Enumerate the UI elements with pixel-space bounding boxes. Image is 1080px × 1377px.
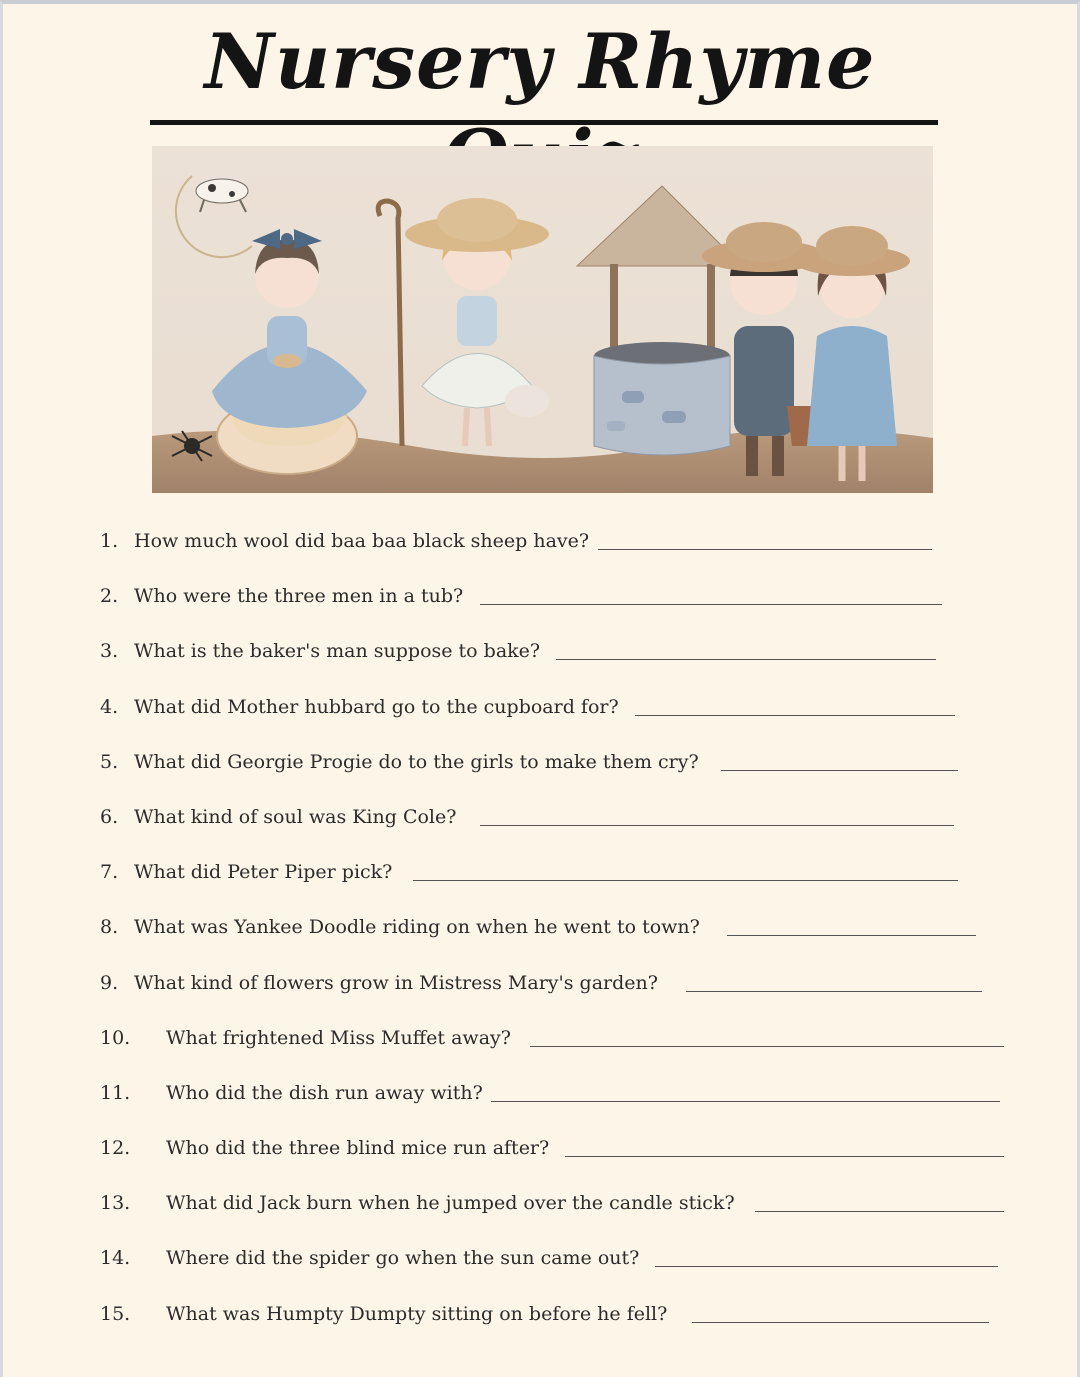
question-number: 10. <box>100 1026 131 1049</box>
question-row <box>100 1238 1020 1293</box>
question-text: Who were the three men in a tub? <box>134 585 464 608</box>
question-text: What did Georgie Progie do to the girls to make them cry? <box>134 750 699 773</box>
question-row <box>100 631 1020 686</box>
answer-line[interactable] <box>721 770 958 771</box>
answer-line[interactable] <box>692 1322 989 1323</box>
answer-line[interactable] <box>598 549 932 550</box>
answer-line[interactable] <box>686 991 982 992</box>
question-text: What is the baker's man suppose to bake? <box>134 640 541 663</box>
question-number: 8. <box>100 916 119 939</box>
question-row <box>100 1294 1020 1349</box>
question-number: 9. <box>100 971 119 994</box>
question-row <box>100 1073 1020 1128</box>
question-row <box>100 797 1020 852</box>
answer-line[interactable] <box>530 1046 1004 1047</box>
question-number: 15. <box>100 1302 131 1325</box>
title-underline <box>150 120 938 125</box>
answer-line[interactable] <box>755 1211 1004 1212</box>
question-number: 5. <box>100 750 119 773</box>
question-text: Where did the spider go when the sun came out? <box>166 1247 640 1270</box>
question-text: Who did the three blind mice run after? <box>166 1137 550 1160</box>
question-number: 2. <box>100 585 119 608</box>
question-row <box>100 907 1020 962</box>
question-text: Who did the dish run away with? <box>166 1081 483 1104</box>
question-row <box>100 1018 1020 1073</box>
question-number: 11. <box>100 1081 131 1104</box>
question-number: 14. <box>100 1247 131 1270</box>
question-text: What kind of flowers grow in Mistress Mary's garden? <box>134 971 658 994</box>
question-number: 13. <box>100 1192 131 1215</box>
question-row <box>100 1128 1020 1183</box>
question-number: 7. <box>100 861 119 884</box>
question-row <box>100 521 1020 576</box>
answer-line[interactable] <box>491 1101 1000 1102</box>
answer-line[interactable] <box>635 715 955 716</box>
page-title <box>140 14 940 144</box>
answer-line[interactable] <box>480 825 954 826</box>
question-row <box>100 1183 1020 1238</box>
question-number: 12. <box>100 1137 131 1160</box>
answer-line[interactable] <box>565 1156 1004 1157</box>
question-row <box>100 687 1020 742</box>
answer-line[interactable] <box>413 880 958 881</box>
question-row <box>100 852 1020 907</box>
illustration-svg <box>152 146 933 493</box>
question-number: 4. <box>100 695 119 718</box>
question-number: 6. <box>100 805 119 828</box>
title-text: Nursery Rhyme <box>204 17 876 106</box>
question-text: What did Mother hubbard go to the cupboard for? <box>134 695 619 718</box>
question-row <box>100 963 1020 1018</box>
question-row <box>100 576 1020 631</box>
question-number: 3. <box>100 640 119 663</box>
question-text: What did Peter Piper pick? <box>134 861 393 884</box>
answer-line[interactable] <box>480 604 942 605</box>
answer-line[interactable] <box>655 1266 998 1267</box>
nursery-characters-illustration <box>152 146 933 493</box>
answer-line[interactable] <box>556 659 936 660</box>
question-text: What did Jack burn when he jumped over the candle stick? <box>166 1192 735 1215</box>
question-text: What was Humpty Dumpty sitting on before he fell? <box>166 1302 668 1325</box>
answer-line[interactable] <box>727 935 976 936</box>
question-text: How much wool did baa baa black sheep have? <box>134 530 590 552</box>
question-text: What kind of soul was King Cole? <box>134 805 457 828</box>
question-row <box>100 742 1020 797</box>
question-number: 1. <box>100 530 119 552</box>
question-text: What was Yankee Doodle riding on when he went to town? <box>134 916 700 939</box>
question-text: What frightened Miss Muffet away? <box>166 1026 511 1049</box>
question-list <box>100 521 1020 1349</box>
